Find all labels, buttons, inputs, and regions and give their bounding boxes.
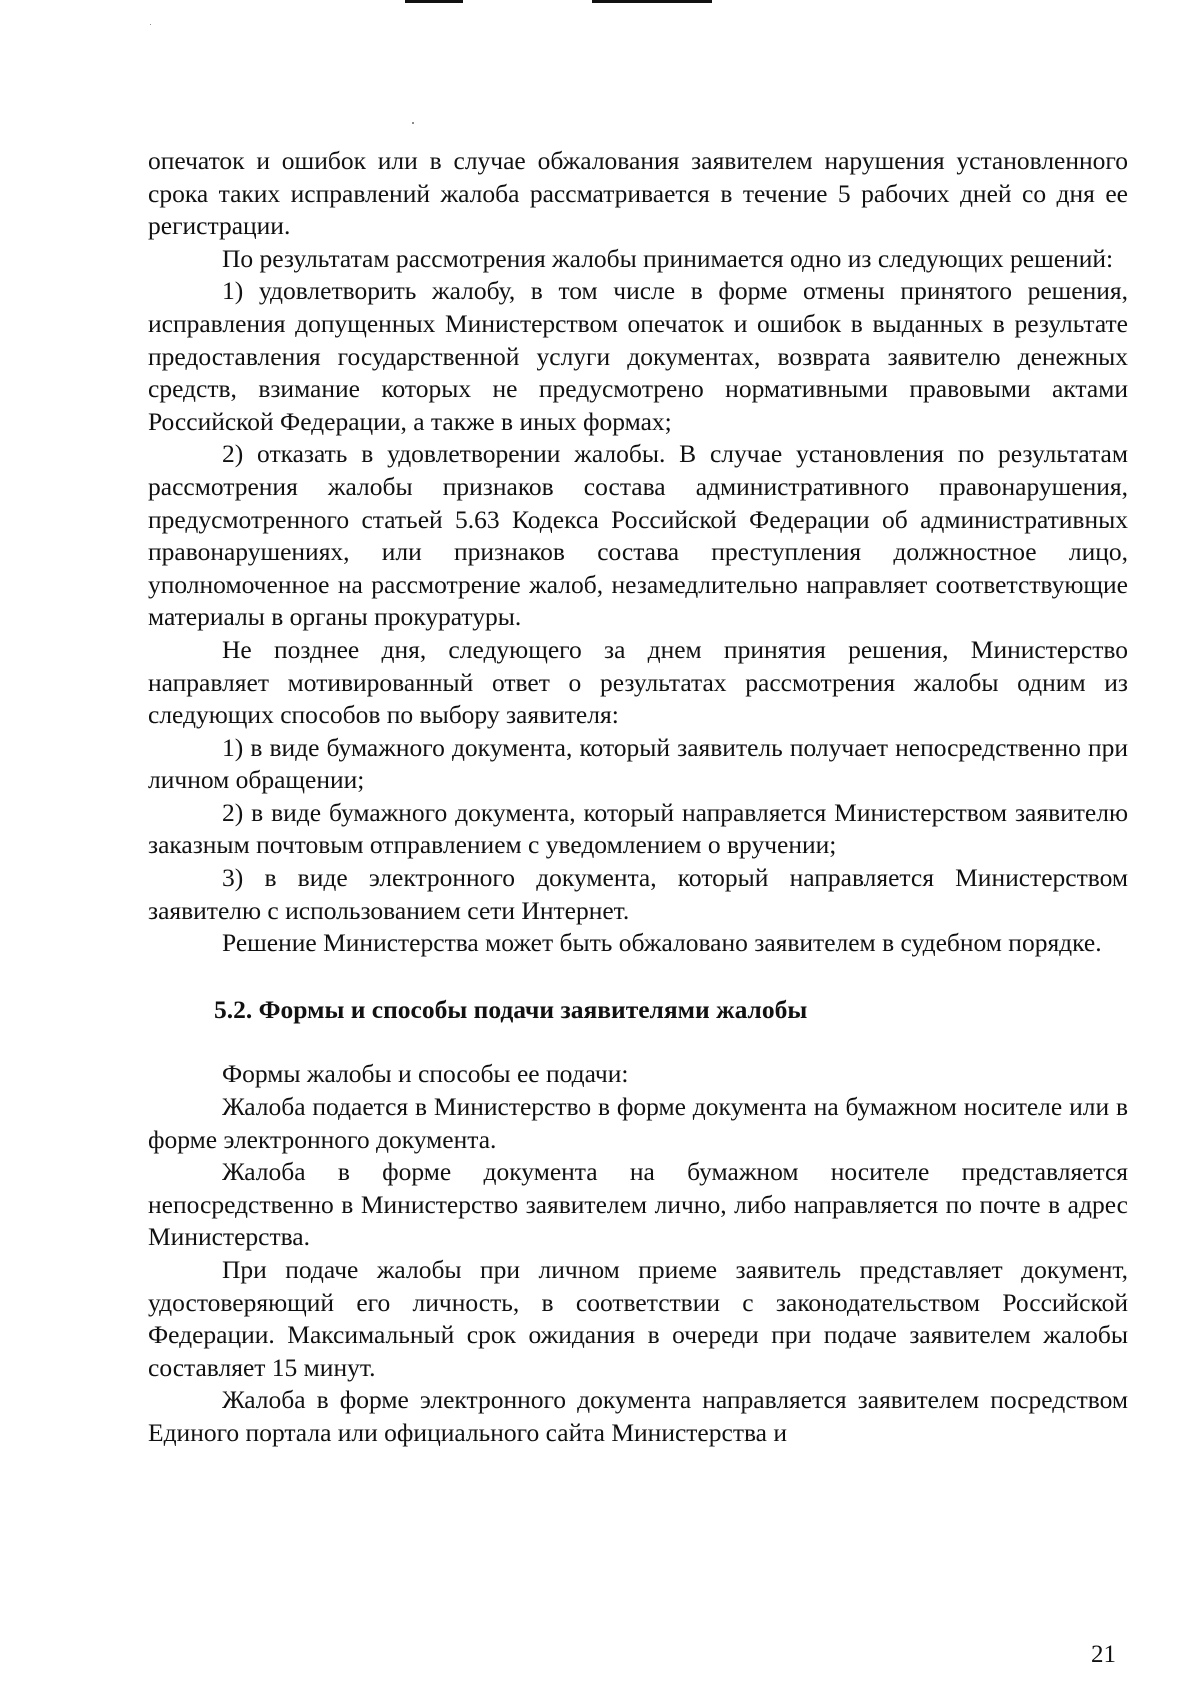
- paragraph: Не позднее дня, следующего за днем принятия решения, Министерство направляет мотивированный ответ о результатах рассмотрения жалобы одним из следующих способов по выбору заявителя:: [148, 634, 1128, 730]
- paragraph: Жалоба подается в Министерство в форме документа на бумажном носителе или в форме электронного документа.: [148, 1092, 1128, 1154]
- paragraph: Решение Министерства может быть обжаловано заявителем в судебном порядке.: [222, 928, 1102, 958]
- paragraph: Жалоба в форме электронного документа направляется заявителем посредством Единого портала или официального сайта Министерства и: [148, 1385, 1128, 1447]
- paragraph: 1) в виде бумажного документа, который заявитель получает непосредственно при личном обращении;: [148, 732, 1128, 795]
- paragraph: 3) в виде электронного документа, который направляется Министерством заявителю с использованием сети Интернет.: [148, 863, 1128, 925]
- spacer: [148, 1026, 1128, 1058]
- paragraph: 2) отказать в удовлетворении жалобы. В случае установления по результатам рассмотрения жалобы признаков состава административного правонарушения, предусмотренного статьей 5.63 Кодекса Российской Федерации об административных правонарушениях, или признаков состава преступления должностное лицо, уполномоченное на рассмотрение жалоб, незамедлительно направляет соответствующие материалы в органы прокуратуры.: [148, 439, 1128, 632]
- paragraph: При подаче жалобы при личном приеме заявитель представляет документ, удостоверяющий его личность, в соответствии с законодательством Российской Федерации. Максимальный срок ожидания в очереди при подаче заявителем жалобы составляет 15 минут.: [148, 1255, 1128, 1382]
- paragraph: опечаток и ошибок или в случае обжалования заявителем нарушения установленного срока таких исправлений жалоба рассматривается в течение 5 рабочих дней со дня ее регистрации.: [148, 146, 1128, 241]
- scan-edge-mark: [592, 0, 712, 3]
- page-number: 21: [1091, 1641, 1116, 1668]
- paragraph: 2) в виде бумажного документа, который направляется Министерством заявителю заказным почтовым отправлением с уведомлением о вручении;: [148, 797, 1128, 860]
- scan-edge-mark: [405, 0, 463, 3]
- paragraph: 1) удовлетворить жалобу, в том числе в форме отмены принятого решения, исправления допущенных Министерством опечаток и ошибок в выданных в результате предоставления государственной услуги документах, возврата заявителю денежных средств, взимание которых не предусмотрено нормативными правовыми актами Российской Федерации, а также в иных формах;: [148, 276, 1128, 436]
- spacer: [148, 960, 1128, 994]
- paragraph: Жалоба в форме документа на бумажном носителе представляется непосредственно в Министерство заявителем лично, либо направляется по почте в адрес Министерства.: [148, 1157, 1128, 1252]
- section-heading: 5.2. Формы и способы подачи заявителями жалобы: [214, 994, 808, 1024]
- scan-speck: [150, 24, 151, 25]
- paragraph: Формы жалобы и способы ее подачи:: [222, 1059, 629, 1089]
- document-body: [148, 145, 1128, 1450]
- scan-speck: [412, 122, 414, 124]
- paragraph: По результатам рассмотрения жалобы принимается одно из следующих решений:: [222, 243, 1114, 273]
